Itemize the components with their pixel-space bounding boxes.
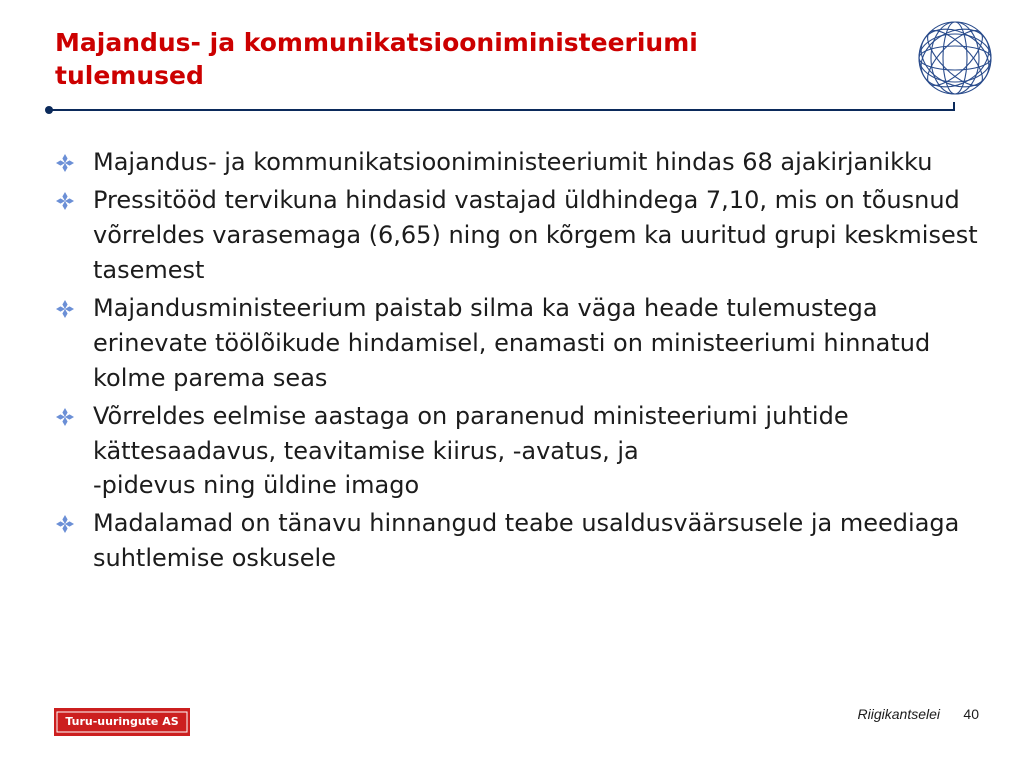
page-number: 40: [963, 706, 979, 722]
diamond-bullet-icon: [56, 154, 74, 172]
bullet-item: [56, 506, 986, 576]
bullet-text: Majandusministeerium paistab silma ka väga heade tulemustega erinevate töölõikude hindamisel, enamasti on ministeeriumi hinnatud kolme parema seas: [93, 294, 931, 392]
bullet-text: Majandus- ja kommunikatsiooniministeeriumit hindas 68 ajakirjanikku: [93, 148, 933, 176]
bullet-item: [56, 291, 986, 396]
title-line-1: Majandus- ja kommunikatsiooniministeeriumi: [55, 28, 698, 57]
diamond-bullet-icon: [56, 515, 74, 533]
logo-text: Turu-uuringute AS: [65, 715, 179, 728]
slide-title: [55, 26, 875, 92]
title-divider: [44, 102, 958, 118]
bullet-text: -pidevus ning üldine imago: [93, 471, 420, 499]
bullet-text: Madalamad on tänavu hinnangud teabe usaldusväärsusele ja meediaga suhtlemise oskusele: [93, 509, 960, 572]
globe-logo-icon: [915, 18, 995, 98]
turu-uuringute-logo: [54, 708, 190, 736]
diamond-bullet-icon: [56, 192, 74, 210]
bullet-item: [56, 183, 986, 288]
bullet-text: Pressitööd tervikuna hindasid vastajad üldhindega 7,10, mis on tõusnud võrreldes varasemaga (6,65) ning on kõrgem ka uuritud grupi keskmisest tasemest: [93, 186, 978, 284]
bullet-item: [56, 145, 986, 180]
title-line-2: tulemused: [55, 61, 204, 90]
bullet-continuation: [56, 468, 986, 503]
bullet-text: Võrreldes eelmise aastaga on paranenud ministeeriumi juhtide kättesaadavus, teavitamise kiirus, -avatus, ja: [93, 402, 849, 465]
diamond-bullet-icon: [56, 408, 74, 426]
footer-organization: Riigikantselei: [857, 706, 940, 722]
diamond-bullet-icon: [56, 300, 74, 318]
bullet-item: [56, 399, 986, 469]
bullet-list: [56, 145, 986, 579]
